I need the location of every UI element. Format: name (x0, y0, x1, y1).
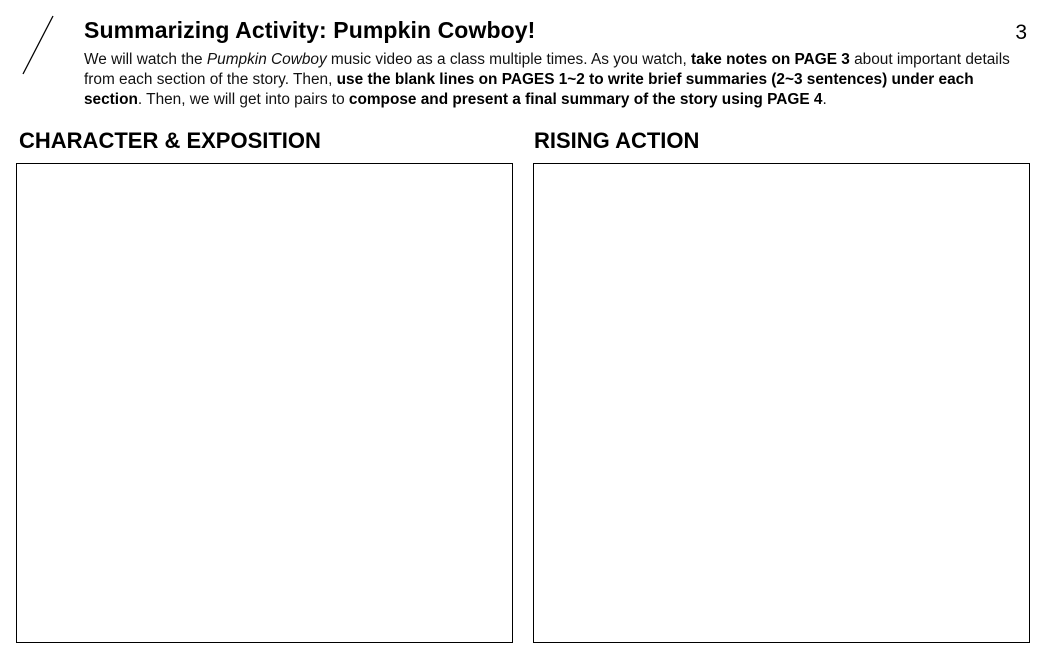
section-heading-character-exposition: CHARACTER & EXPOSITION (19, 128, 321, 153)
decorative-slash (20, 14, 56, 76)
notes-box-character-exposition[interactable] (16, 163, 513, 643)
instructions-paragraph: We will watch the Pumpkin Cowboy music video as a class multiple times. As you watch, take notes on PAGE 3 about important details from each section of the story. Then, use the blank lines on PAGES 1~2 to write brief summaries (2~3 sentences) under each section. Then, we will get into pairs to compose and present a final summary of the story using PAGE 4. (84, 51, 1010, 108)
section-heading-rising-action: RISING ACTION (534, 128, 700, 153)
page-title: Summarizing Activity: Pumpkin Cowboy! (84, 17, 536, 43)
page-number: 3 (1015, 21, 1027, 44)
notes-box-rising-action[interactable] (533, 163, 1030, 643)
